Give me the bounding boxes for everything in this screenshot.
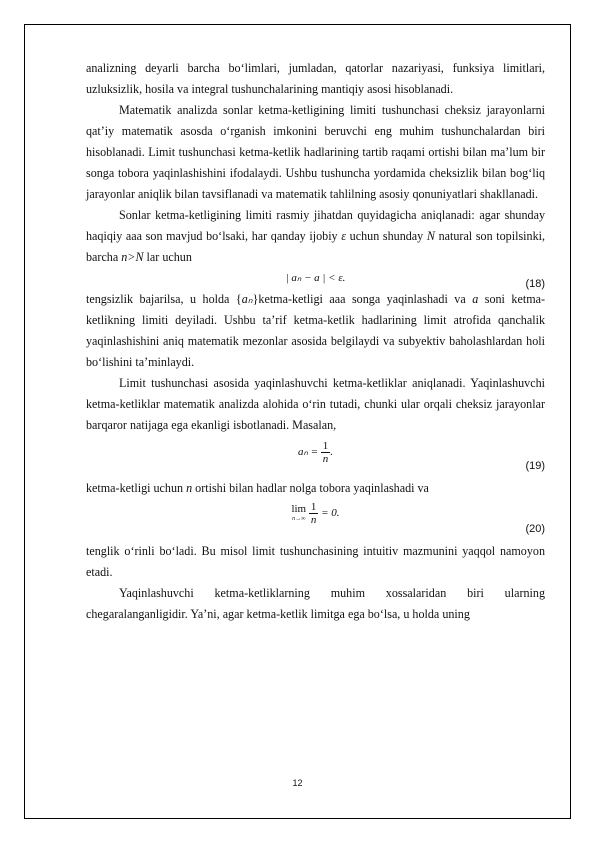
- equation-19: [86, 436, 545, 478]
- variable-n: n: [186, 481, 193, 495]
- variable-a: a: [472, 292, 479, 306]
- equation-20: [86, 499, 545, 541]
- fraction-denominator: n: [322, 453, 329, 465]
- text-fragment: soni ketma-ketlikning limiti deyiladi. Ushbu ta’rif ketma-ketlik hadlarining limit atrofida qanchalik yaqinlashishini aniq matematik mezonlar asosida belgilaydi va subyektiv baholashlardan holi bo‘lishini ta’minlaydi.: [86, 292, 545, 369]
- paragraph-intro-continued: analizning deyarli barcha bo‘limlari, jumladan, qatorlar nazariyasi, funksiya limitlari, uzluksizlik, hosila va integral tushunchalarining mantiqiy asosi hisoblanadi.: [86, 61, 545, 96]
- paragraph-inequality-meaning: [86, 289, 545, 373]
- text-fragment: natural son topilsinki, barcha: [86, 229, 545, 264]
- paragraph-limit-concept: Matematik analizda sonlar ketma-ketligining limiti tushunchasi cheksiz jarayonlarni qat’iy matematik asosda o‘rganish imkonini beruvchi eng muhim tushunchalardan biri hisoblanadi. Limit tushunchasi ketma-ketlik hadlarining tartib raqami ortishi bilan ma’lum bir songa tobora yaqinlashishini ifodalaydi. Ushbu tushuncha yordamida cheksizlik bilan bog‘liq jarayonlar aniqlik bilan tavsiflanadi va matematik tahlilning asosiy qonuniyatlari shakllanadi.: [86, 103, 545, 201]
- equation-18-formula: | aₙ − a | < ε.: [285, 272, 346, 284]
- limit-subscript: n→∞: [292, 515, 306, 522]
- limit-label: lim: [291, 502, 307, 515]
- text-fragment: }ketma-ketligi aaa songa yaqinlashadi va: [252, 292, 473, 306]
- sequence-term-an: aₙ: [241, 292, 253, 306]
- condition-n-greater-N: n>N: [121, 250, 144, 264]
- paragraph-formal-definition: [86, 205, 545, 268]
- variable-N: N: [426, 229, 435, 243]
- text-fragment: ketma-ketligi uchun: [86, 481, 187, 495]
- text-fragment: ortishi bilan hadlar nolga tobora yaqinlashadi va: [192, 481, 429, 495]
- text-fragment: uchun shunday: [346, 229, 427, 243]
- text-fragment: tengsizlik bajarilsa, u holda {: [86, 292, 242, 306]
- fraction-denominator: n: [310, 514, 317, 526]
- epsilon-symbol: ε: [341, 229, 347, 243]
- limit-operator: [291, 504, 306, 524]
- fraction-numerator: 1: [322, 440, 329, 452]
- equation-19-lhs: aₙ =: [297, 446, 319, 459]
- paragraph-example-conclusion: tenglik o‘rinli bo‘ladi. Bu misol limit tushunchasining intuitiv mazmunini yaqqol namoyon etadi.: [86, 544, 545, 579]
- document-body: [86, 58, 545, 625]
- equation-19-number: (19): [525, 460, 545, 472]
- text-fragment: lar uchun: [143, 250, 192, 264]
- equation-20-formula: [86, 501, 545, 526]
- paragraph-sequence-example: [86, 478, 545, 499]
- fraction-numerator: 1: [310, 501, 317, 513]
- paragraph-boundedness: Yaqinlashuvchi ketma-ketliklarning muhim xossalaridan biri ularning chegaralanganligidir. Ya’ni, agar ketma-ketlik limitga ega bo‘lsa, u holda uning: [86, 586, 545, 621]
- equation-18: [86, 268, 545, 289]
- fraction-one-over-n: [309, 501, 319, 526]
- equation-20-number: (20): [525, 523, 545, 535]
- text-fragment: Sonlar ketma-ketligining limiti rasmiy jihatdan quyidagicha aniqlanadi: agar shunday haqiqiy aaa son mavjud bo‘lsaki, har qanday ijobiy: [86, 208, 545, 243]
- equation-19-formula: [86, 440, 545, 465]
- equation-19-period: .: [330, 446, 334, 459]
- paragraph-convergent-sequences: Limit tushunchasi asosida yaqinlashuvchi ketma-ketliklar aniqlanadi. Yaqinlashuvchi ketma-ketliklar matematik analizda alohida o‘rin tutadi, chunki ular orqali cheksiz jarayonlar barqaror natijaga ega ekanligi isbotlanadi. Masalan,: [86, 376, 545, 432]
- page-number: 12: [292, 778, 303, 788]
- equation-20-rhs: = 0.: [321, 507, 340, 520]
- equation-18-number: (18): [525, 278, 545, 290]
- fraction-one-over-n: [321, 440, 334, 465]
